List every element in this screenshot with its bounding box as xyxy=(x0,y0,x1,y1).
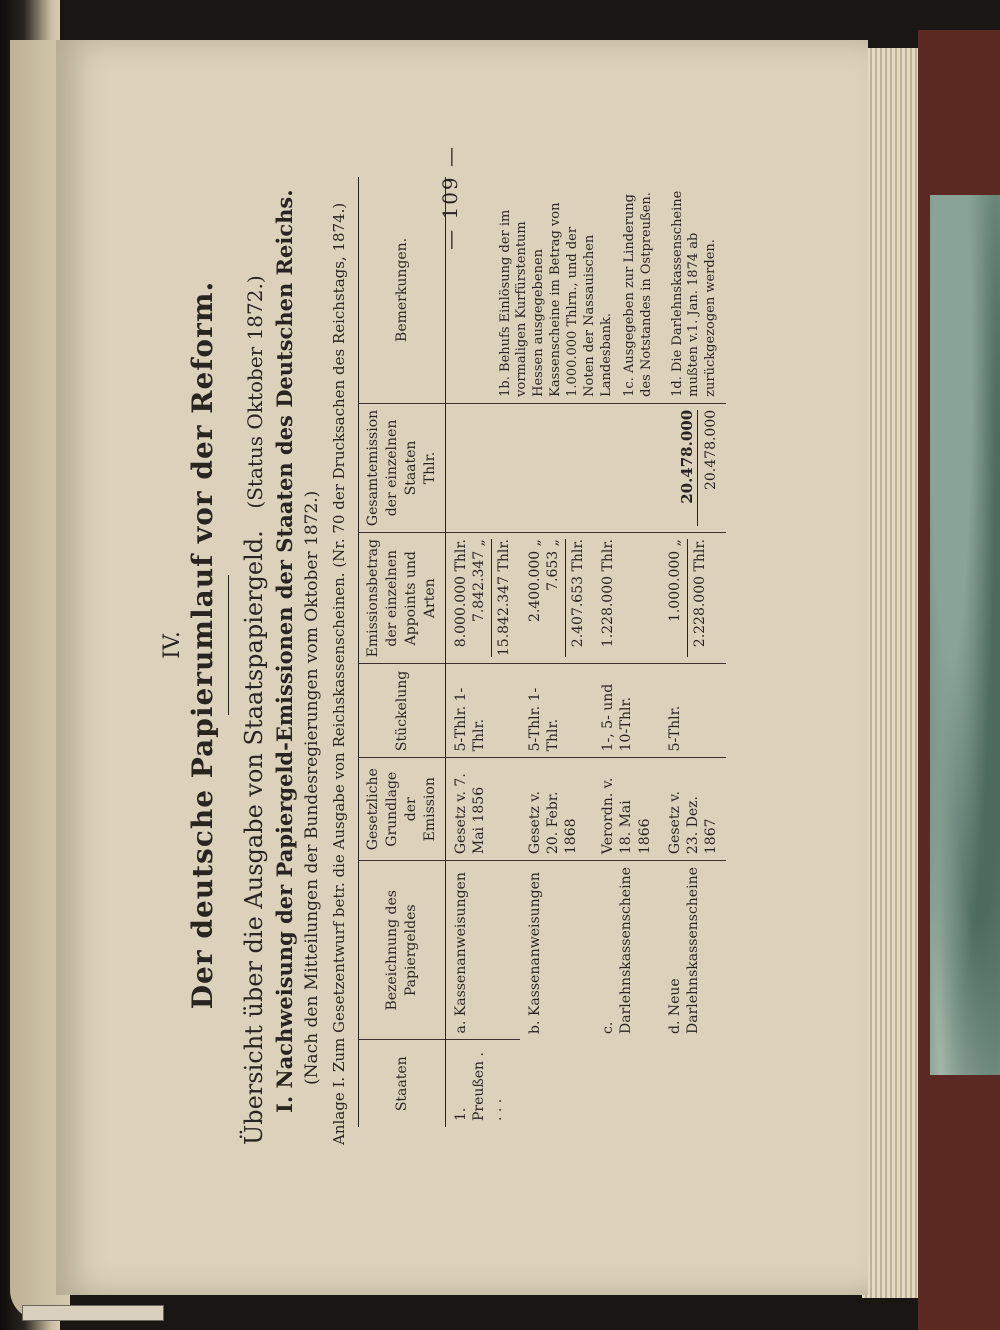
page-title: Der deutsche Papierumlauf vor der Reform. xyxy=(186,280,219,1010)
col-header-gesamtemission xyxy=(359,403,446,532)
gesamt-cell xyxy=(446,403,727,532)
grundlage-cell: Gesetz v. 7. Mai 1856 xyxy=(446,758,520,861)
betrag-sum: 15.842.347 Thlr. xyxy=(491,539,513,657)
remark-1b: 1b. Behufs Einlösung der im vormaligen Kurfürstentum Hessen ausgegebenen Kassenscheine im Betrag von 1.000.000 Thlrn., und der Noten der Nassauischen Landesbank. xyxy=(497,202,614,397)
betrag-sum: 2.407.653 Thlr. xyxy=(565,539,587,657)
title-rule xyxy=(228,575,229,715)
col-header-stueckelung: Stückelung xyxy=(359,664,446,758)
bezeichnung-cell: c. Darlehnskassenscheine xyxy=(600,867,635,1034)
stueckelung-cell: 5-Thlr. xyxy=(660,664,727,758)
status-date: (Status Oktober 1872.) xyxy=(243,275,267,509)
subtitle-line xyxy=(240,145,268,1145)
emissions-table xyxy=(358,177,726,1127)
unit-label: Thlr. xyxy=(421,451,438,485)
betrag-value: 7.842.347 „ xyxy=(471,539,488,623)
scale-ruler xyxy=(22,1305,164,1321)
betrag-cell xyxy=(446,533,520,664)
betrag-sum: 2.228.000 Thlr. xyxy=(687,539,709,657)
col-header-bemerkungen: Bemerkungen. xyxy=(359,177,446,403)
bezeichnung-cell: b. Kassenanweisungen xyxy=(526,872,543,1034)
betrag-value: 1.000.000 „ xyxy=(666,539,683,623)
gesamt-total: 20.478.000 xyxy=(697,410,720,526)
gesamt-value: 20.478.000 xyxy=(677,409,696,504)
remark-1c: 1c. Ausgegeben zur Linderung des Notstandes in Ostpreußen. xyxy=(621,192,654,397)
betrag-value: 2.400.000 „ xyxy=(526,539,543,623)
rotated-page-content xyxy=(160,145,740,1145)
betrag-cell xyxy=(593,533,660,664)
betrag-value: 7.653 „ xyxy=(544,539,561,591)
betrag-cell xyxy=(660,533,727,664)
subtitle: Übersicht über die Ausgabe von Staatspapiergeld. xyxy=(240,530,268,1145)
grundlage-cell: Gesetz v. 20. Febr. 1868 xyxy=(520,758,594,861)
stueckelung-cell: 1-, 5- und 10-Thlr. xyxy=(593,664,660,758)
table-header-row xyxy=(359,177,446,1127)
state-cell: 1. Preußen . . . . xyxy=(453,1052,506,1121)
col-header-staaten: Staaten xyxy=(359,1040,446,1127)
bemerkungen-cell xyxy=(446,177,727,403)
page-number: — 109 — xyxy=(438,145,462,250)
betrag-value: 1.228.000 Thlr. xyxy=(600,539,617,648)
col-header-grundlage: Gesetzliche Grundlage der Emission xyxy=(359,758,446,861)
bezeichnung-cell: d. Neue Darlehnskassenscheine xyxy=(666,867,701,1034)
grundlage-cell: Verordn. v. 18. Mai 1866 xyxy=(593,758,660,861)
chapter-number: IV. xyxy=(160,631,185,659)
betrag-value: 8.000.000 Thlr. xyxy=(453,539,469,648)
source-note: (Nach den Mitteilungen der Bundesregierungen vom Oktober 1872.) xyxy=(302,490,322,1085)
stueckelung-cell: 5-Thlr. 1-Thlr. xyxy=(520,664,594,758)
col-header-emissionsbetrag: Emissionsbetrag der einzelnen Appoints und Arten xyxy=(359,533,446,664)
marbled-cover-pattern xyxy=(930,195,1000,1075)
annex-note: Anlage I. Zum Gesetzentwurf betr. die Ausgabe von Reichskassenscheinen. (Nr. 70 der Drucksachen des Reichstags, 1874.) xyxy=(330,202,348,1145)
section-heading: I. Nachweisung der Papiergeld-Emissionen der Staaten des Deutschen Reichs. xyxy=(272,189,297,1113)
stueckelung-cell: 5-Thlr. 1-Thlr. xyxy=(446,664,520,758)
col-header-bezeichnung: Bezeichnung des Papiergeldes xyxy=(359,861,446,1040)
bezeichnung-cell: a. Kassenanweisungen xyxy=(446,861,520,1040)
page-stack-edge xyxy=(862,48,922,1298)
remark-1d: 1d. Die Darlehnskassenscheine mußten v.1. Jan. 1874 ab zurückgezogen werden. xyxy=(669,190,719,397)
grundlage-cell: Gesetz v. 23. Dez. 1867 xyxy=(660,758,727,861)
table-row xyxy=(446,177,520,1127)
gesamtemission-label: Gesamtemission der einzelnen Staaten xyxy=(365,409,419,527)
betrag-cell xyxy=(520,533,594,664)
